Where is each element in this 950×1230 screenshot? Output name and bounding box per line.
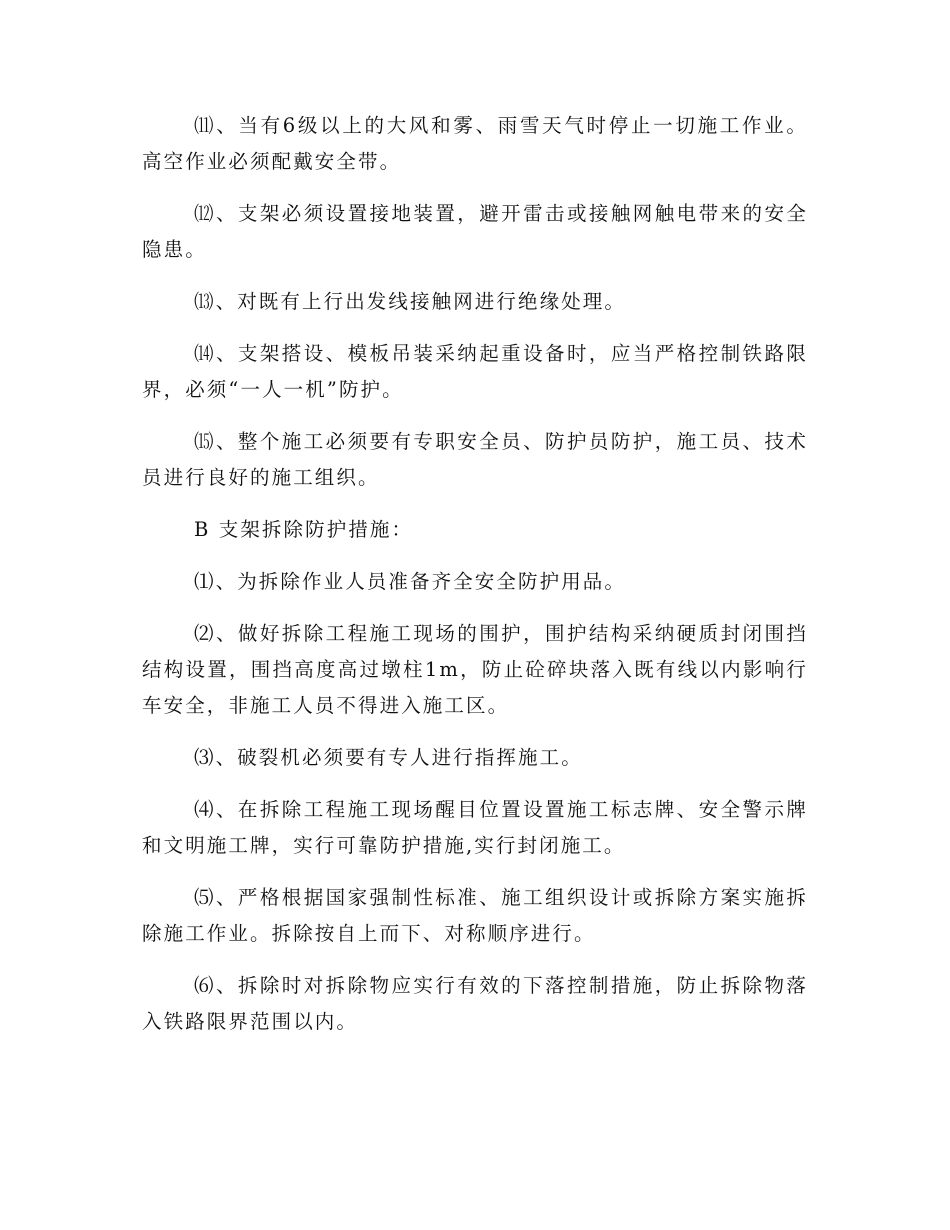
- paragraph-item-14: ⒁、支架搭设、模板吊装采纳起重设备时，应当严格控制铁路限界，必须“一人一机”防护。: [142, 342, 808, 401]
- document-body: [142, 108, 808, 1040]
- paragraph-item-1: ⑴、为拆除作业人员准备齐全安全防护用品。: [194, 570, 627, 593]
- paragraph-item-13: ⒀、对既有上行出发线接触网进行绝缘处理。: [194, 290, 627, 313]
- paragraph-item-6: ⑹、拆除时对拆除物应实行有效的下落控制措施，防止拆除物落入铁路限界范围以内。: [142, 974, 808, 1033]
- paragraph-item-2: ⑵、做好拆除工程施工现场的围护，围护结构采纳硬质封闭围挡结构设置，围挡高度高过墩柱1m，防止砼碎块落入既有线以内影响行车安全，非施工人员不得进入施工区。: [142, 622, 808, 717]
- paragraph-item-15: ⒂、整个施工必须要有专职安全员、防护员防护，施工员、技术员进行良好的施工组织。: [142, 430, 808, 489]
- paragraph-item-3: ⑶、破裂机必须要有专人进行指挥施工。: [194, 746, 583, 769]
- paragraph-item-12: ⑿、支架必须设置接地装置，避开雷击或接触网触电带来的安全隐患。: [142, 202, 808, 261]
- paragraph-item-5: ⑸、严格根据国家强制性标准、施工组织设计或拆除方案实施拆除施工作业。拆除按自上而下、对称顺序进行。: [142, 886, 808, 945]
- paragraph-item-4: ⑷、在拆除工程施工现场醒目位置设置施工标志牌、安全警示牌和文明施工牌，实行可靠防护措施,实行封闭施工。: [142, 798, 808, 857]
- paragraph-item-11: ⑾、当有6级以上的大风和雾、雨雪天气时停止一切施工作业。高空作业必须配戴安全带。: [142, 114, 808, 173]
- section-heading-b: B 支架拆除防护措施：: [194, 518, 414, 541]
